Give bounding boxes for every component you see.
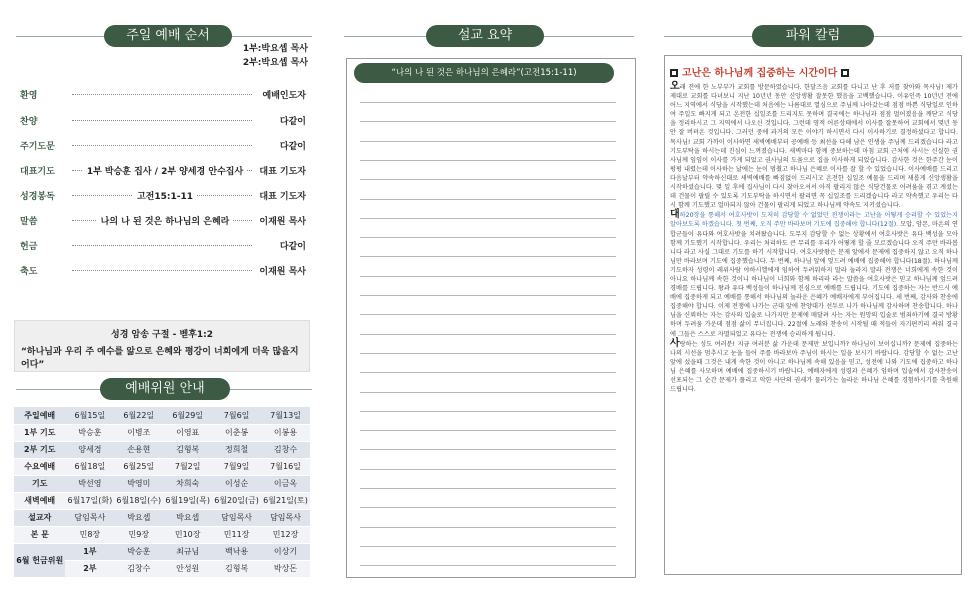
table-row <box>14 475 310 492</box>
table-cell: 차희숙 <box>163 475 212 492</box>
table-row <box>14 424 310 441</box>
duty-title: 예배위원 안내 <box>100 378 230 400</box>
table-cell: 7월16일 <box>261 458 310 475</box>
table-cell: 민10장 <box>163 526 212 543</box>
column-panel <box>652 0 980 595</box>
table-row <box>14 407 310 424</box>
worship-item <box>20 237 310 253</box>
table-cell: 6월18일(수) <box>114 492 163 509</box>
worship-item-label: 찬양 <box>20 117 38 127</box>
sermon-title: 설교 요약 <box>426 25 544 47</box>
worship-item <box>20 86 310 102</box>
table-cell: 2부 기도 <box>14 441 65 458</box>
table-cell: 박영미 <box>114 475 163 492</box>
dotted-leader <box>72 145 252 146</box>
drop-cap: 사 <box>670 337 680 349</box>
sermon-heading: “나의 나 된 것은 하나님의 은혜라”(고전15:1-11) <box>354 63 614 83</box>
worship-item <box>20 262 310 278</box>
table-cell: 6월29일 <box>163 407 212 424</box>
note-line <box>360 160 616 161</box>
table-cell: 최규님 <box>163 543 212 560</box>
table-cell: 7월2일 <box>163 458 212 475</box>
table-cell: 민8장 <box>65 526 114 543</box>
table-cell: 6월18일 <box>65 458 114 475</box>
note-line <box>360 392 616 393</box>
table-cell: 이금옥 <box>261 475 310 492</box>
drop-cap: 대 <box>670 209 680 221</box>
table-cell: 정희철 <box>212 441 261 458</box>
offering-label: 6월 헌금위원 <box>14 543 65 577</box>
memory-verse-text: “하나님과 우리 주 예수를 앎으로 은혜와 평강이 너희에게 더욱 많을지어다” <box>21 347 299 370</box>
worship-panel <box>0 0 320 595</box>
note-line <box>360 353 616 354</box>
worship-item <box>20 212 310 228</box>
table-row <box>14 526 310 543</box>
table-cell: 이영표 <box>163 424 212 441</box>
dotted-leader <box>72 245 252 246</box>
worship-item <box>20 162 310 178</box>
table-cell: 김형복 <box>163 441 212 458</box>
note-line <box>360 102 616 103</box>
table-cell: 이상기 <box>261 543 310 560</box>
worship-item-label: 말씀 <box>20 217 38 227</box>
table-cell: 박상돈 <box>261 560 310 577</box>
table-cell: 6월20일(금) <box>212 492 261 509</box>
note-line <box>360 141 616 142</box>
table-cell: 민12장 <box>261 526 310 543</box>
worship-item-detail: 1부 박승훈 집사 / 2부 양세경 안수집사 <box>20 164 310 177</box>
memory-verse-box <box>14 320 310 372</box>
table-cell: 김형복 <box>212 560 261 577</box>
table-cell: 양세경 <box>65 441 114 458</box>
worship-item-leader: 이재원 목사 <box>256 264 306 277</box>
table-cell: 박선영 <box>65 475 114 492</box>
duty-table <box>14 407 310 578</box>
table-cell: 6월21일(토) <box>261 492 310 509</box>
table-cell: 박요셉 <box>163 509 212 526</box>
column-paragraph: 래 전에 한 노부부가 교회를 방문하였습니다. 한달즈음 교회를 다니고 난 후 저를 찾아와 목사님! 제가 제대로 교회를 다녀보니 지난 10년년 동안 신앙생활 잘못한 했음을 고백했습니다. 이유인즉 10년년 전에 어느 지역에서 식당을 시작했는데 처음에는 나름대로 열심으로 주님께 나아갔는데 점점 바쁜 식당일로 인하여 주일도 빠지게 되고 온전한 십일조를 드리지도 못하며 결국에는 하나님과 점점 멀어졌음을 깨닫고 식당을 정리하시고 그 지역에서 나오신 것입니다. 그런데 영적 어른상태에서 이사를 잘못하여 교회에서 몇년 동안 잘 버텨온 것입니다. 그러던 중에 과거의 모든 이야기 하시면서 다시 이사하기로 결정하셨다고 합니다. 목사님! 교회 가까이 이사하면 새벽예배부터 공예배 등 최선을 다해 남은 인생을 주님께 드리겠습니다 라고 기도부탁을 하시는데 진심이 느껴졌습니다. 새벽마다 함께 중보하는데 마침 교회 근처에 사시는 신실한 권사님께 임임이 이사를 가게 되었고 권사님의 도움으로 집을 이사하게 되었습니다. 감사한 것은 한주간 눈이 펑펑 내렸는데 이사하는 날에는 눈이 멈췄고 하나님 은혜로 이사를 잘 할 수 있었습니다. 이사예배를 드리고 다음날부터 약속하신대로 새벽예배를 빠짐없이 드리시고 온전한 십일조 예물을 드리며 새롭게 신앙생활을 시작하셨습니다. 몇 일 후에 집사님이 다시 찾아오셔서 아직 팔리지 않은 식당건물로 어려움을 겪고 계셨는데 건물이 팔릴 수 있도록 기도부탁을 하시면서 팔리면 꼭 십일조를 드리겠습니다 라고 약속했고 우리는 다시 함께 기도했고 얼마되지 않아 건물이 팔리게 되었고 하나님께 약속도 지키셨습니다. <box>670 84 958 210</box>
worship-item-leader: 대표 기도자 <box>256 189 306 202</box>
table-cell: 박요셉 <box>114 509 163 526</box>
note-line <box>360 527 616 528</box>
table-cell: 6월17일(화) <box>65 492 114 509</box>
table-cell: 손용현 <box>114 441 163 458</box>
table-cell: 담임목사 <box>65 509 114 526</box>
column-heading-text: 고난은 하나님께 집중하는 시간이다 <box>682 68 838 79</box>
column-paragraph: 랑하는 성도 여러분! 지금 여러분 삶 가운데 문제만 보입니까? 하나님이 보이십니까? 문제에 집중하는 나의 시선을 멈추시고 눈을 들어 주를 바라보아 주님이 하시는 일을 보시기 바랍니다. 감당할 수 없는 고난 앞에 섰을때 그것은 내게 속한 것이 아니고 하나님께 속해 있음을 믿고, 성전에 나와 기도에 집중하고 하나님 은혜를 사모하며 예배에 집중하시기 바랍니다. 예배자에게 성령과 은혜가 임하며 입술에서 감사찬송이 선포되는 그 순간 문제가 풀리고 악한 사단의 권세가 물러가는 놀라운 하나님 은혜를 경험하시기를 축원해 드립니다. <box>670 340 958 394</box>
square-icon <box>841 69 849 77</box>
table-cell: 담임목사 <box>212 509 261 526</box>
worship-item-leader: 예배인도자 <box>260 88 306 101</box>
table-cell: 이봉용 <box>261 424 310 441</box>
worship-item-leader: 다같이 <box>277 114 306 127</box>
table-cell: 백낙용 <box>212 543 261 560</box>
table-cell: 수요예배 <box>14 458 65 475</box>
note-line <box>360 199 616 200</box>
worship-item-leader: 이재원 목사 <box>256 214 306 227</box>
note-line <box>360 449 616 450</box>
table-row <box>14 509 310 526</box>
table-row <box>14 543 310 560</box>
worship-item <box>20 187 310 203</box>
table-cell: 이병조 <box>114 424 163 441</box>
table-row <box>14 492 310 509</box>
note-line <box>360 295 616 296</box>
worship-item-label: 주기도문 <box>20 142 55 152</box>
table-cell: 6월22일 <box>114 407 163 424</box>
column-paragraph: 모압, 암몬, 마온의 연합군들이 유다와 여호사밧을 치려왔습니다. 도무지 감당할 수 없는 상황에서 여호사밧은 유다 백성을 모아 함께 기도했기 시작합니다. 우리는 처리하도 큰 무리를 우리가 어떻게 할 줄 모르겠습니다 오직 주만 바라봅니다 라고 사실 그대로 기도를 하기 시작합니다. 여호사밧왕은 문제 앞에서 문제에 집중하지 않고 오직 하나님만 바라보며 기도에 집중했습니다. 두 번째, 하나님 앞에 엎드려 예배에 집중해야 합니다(18절). 하나님께 기도하자 성령이 레위사람 야하시엘에게 임하여 두려워하지 말라 놀라지 말라 전쟁은 너희에게 속한 것이 아니요 하나님께 속한 것이니 하나님이 너희와 함께 하리라 라는 말씀을 여호사밧은 믿고 하나님께 엎드려 경배를 드립니다. 왕과 유다 백성들이 하나님께 진심으로 예배를 드립니다. 기도에 집중하는 자는 반드시 예배에 집중하게 되고 예배를 통해서 하나님의 놀라운 은혜가 예배자에게 부어집니다. 세 번째, 감사와 찬송에 집중해야 합니다. 이제 전쟁에 나가는 군대 앞에 찬양대가 선두로 나가 하나님께 감사하며 찬송합니다. 하나님을 신뢰하는 자는 감사의 입술로 나가지만 문제에 매달려 사는 자는 원망의 입술로 범죄하기에 결국 방황하며 두려움 가운데 점점 삶이 무너집니다. 22절에 노래와 찬송이 시작될 때 적들이 자기편끼리 싸워 결국에 그들은 스스로 자멸되었고 유다는 전쟁에 승리하게 됩니다. <box>670 221 958 338</box>
note-line <box>360 314 616 315</box>
dotted-leader <box>72 94 252 95</box>
table-cell: 7월6일 <box>212 407 261 424</box>
note-line <box>360 218 616 219</box>
pastor-list <box>242 42 308 70</box>
worship-item-label: 대표기도 <box>20 167 55 177</box>
note-line <box>360 237 616 238</box>
note-line <box>360 372 616 373</box>
note-line <box>360 276 616 277</box>
table-cell: 7월13일 <box>261 407 310 424</box>
table-row <box>14 441 310 458</box>
memory-verse-title: 성경 암송 구절 - 벧후1:2 <box>111 330 213 340</box>
worship-item-detail: 나의 나 된 것은 하나님의 은혜라 <box>20 214 310 227</box>
worship-item-detail: 고전15:1-11 <box>20 189 310 202</box>
note-line <box>360 565 616 566</box>
table-cell: 6월15일 <box>65 407 114 424</box>
table-cell: 안성원 <box>163 560 212 577</box>
worship-item-label: 축도 <box>20 267 38 277</box>
pastor-2: 2부:박요셉 목사 <box>242 58 308 68</box>
sermon-panel <box>338 0 634 595</box>
dotted-leader <box>72 270 252 271</box>
worship-item-leader: 대표 기도자 <box>256 164 306 177</box>
note-line <box>360 488 616 489</box>
note-line <box>360 256 616 257</box>
table-cell: 주일예배 <box>14 407 65 424</box>
table-cell: 김창수 <box>114 560 163 577</box>
square-icon <box>670 69 678 77</box>
table-cell: 박승훈 <box>114 543 163 560</box>
worship-item-leader: 다같이 <box>277 239 306 252</box>
column-highlight: 하20장을 통해서 여호사밧이 도저히 감당할 수 없었던 전쟁이라는 고난을 어떻게 승리할 수 있었는지 알아보도록 하겠습니다. 첫 번째, 오직 주만 바라보며 기도에 집중해야 합니다(12절). <box>670 212 958 229</box>
note-line <box>360 179 616 180</box>
note-line <box>360 507 616 508</box>
table-cell: 2부 <box>65 560 114 577</box>
worship-item <box>20 137 310 153</box>
note-line <box>360 469 616 470</box>
pastor-1: 1부:박요셉 목사 <box>242 44 308 54</box>
note-line <box>360 121 616 122</box>
column-heading <box>670 64 849 79</box>
worship-item-label: 환영 <box>20 91 38 101</box>
note-line <box>360 411 616 412</box>
worship-item-label: 성경봉독 <box>20 192 55 202</box>
table-cell: 이성순 <box>212 475 261 492</box>
note-line <box>360 546 616 547</box>
table-row <box>14 458 310 475</box>
table-cell: 기도 <box>14 475 65 492</box>
note-line <box>360 334 616 335</box>
table-cell: 1부 기도 <box>14 424 65 441</box>
table-cell: 7월9일 <box>212 458 261 475</box>
column-title: 파워 칼럼 <box>752 25 874 47</box>
dotted-leader <box>72 120 252 121</box>
table-cell: 새벽예배 <box>14 492 65 509</box>
worship-item <box>20 112 310 128</box>
worship-item-label: 헌금 <box>20 242 38 252</box>
note-line <box>360 430 616 431</box>
table-cell: 이춘봉 <box>212 424 261 441</box>
table-cell: 민11장 <box>212 526 261 543</box>
table-cell: 설교자 <box>14 509 65 526</box>
worship-item-leader: 다같이 <box>277 139 306 152</box>
table-cell: 담임목사 <box>261 509 310 526</box>
table-cell: 6월19일(목) <box>163 492 212 509</box>
worship-title: 주일 예배 순서 <box>104 25 232 47</box>
column-body <box>670 82 958 394</box>
table-cell: 1부 <box>65 543 114 560</box>
table-cell: 6월25일 <box>114 458 163 475</box>
table-cell: 박승훈 <box>65 424 114 441</box>
drop-cap: 오 <box>670 81 680 92</box>
sermon-frame <box>346 58 636 578</box>
table-cell: 김창수 <box>261 441 310 458</box>
table-cell: 본 문 <box>14 526 65 543</box>
table-cell: 민9장 <box>114 526 163 543</box>
